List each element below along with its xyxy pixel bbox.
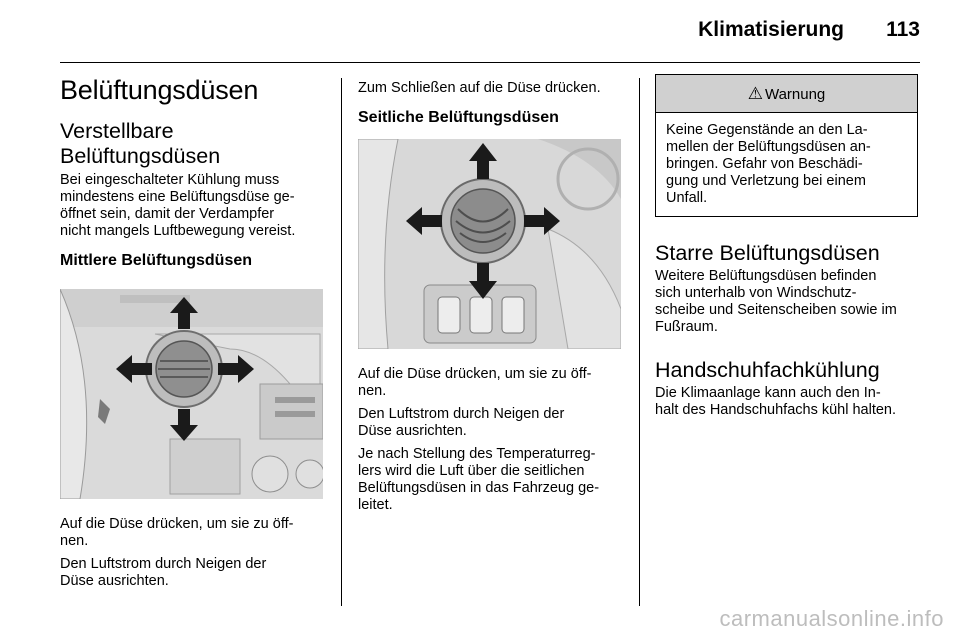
side-vent-illustration	[358, 139, 621, 349]
fixed-vents-text: Weitere Belüftungsdüsen befinden sich unterhalb von Windschutz- scheibe und Seitenscheiben sowie im Fußraum.	[655, 268, 897, 335]
fixed-vents-heading: Starre Belüftungsdüsen	[655, 241, 880, 265]
intro-paragraph: Bei eingeschalteter Kühlung muss mindestens eine Belüftungsdüse ge- öffnet sein, damit der Verdampfer nicht mangels Luftbewegung vereist.	[60, 172, 296, 239]
warning-icon: ⚠	[747, 84, 763, 103]
subsection-title	[60, 119, 326, 169]
close-text: Zum Schließen auf die Düse drücken.	[358, 80, 601, 96]
section-title: Belüftungsdüsen	[60, 75, 259, 105]
center-vent-illustration	[60, 289, 323, 499]
column-divider-2	[639, 78, 640, 606]
column-1	[60, 74, 326, 590]
column-2	[358, 74, 624, 514]
subsection-title-line1: Verstellbare	[60, 119, 174, 143]
center-open-text: Auf die Düse drücken, um sie zu öff- nen.	[60, 516, 294, 549]
column-divider-1	[341, 78, 342, 606]
subsection-title-line2: Belüftungsdüsen	[60, 144, 221, 168]
center-vents-heading: Mittlere Belüftungsdüsen	[60, 252, 253, 269]
side-vents-heading: Seitliche Belüftungsdüsen	[358, 109, 559, 126]
column-3	[655, 74, 921, 419]
side-direct-text: Den Luftstrom durch Neigen der Düse ausrichten.	[358, 406, 565, 439]
page-number: 113	[886, 18, 920, 41]
page-header	[60, 0, 920, 63]
warning-header	[656, 75, 917, 113]
center-direct-text: Den Luftstrom durch Neigen der Düse ausrichten.	[60, 556, 267, 589]
chapter-title: Klimatisierung	[698, 18, 844, 41]
side-temperature-text: Je nach Stellung des Temperaturreg- lers wird die Luft über die seitlichen Belüftungsdüsen in das Fahrzeug ge- leitet.	[358, 446, 600, 513]
warning-box	[655, 74, 918, 217]
glovebox-heading: Handschuhfachkühlung	[655, 358, 880, 382]
warning-text: Keine Gegenstände an den La- mellen der Belüftungsdüsen an- bringen. Gefahr von Beschädi- gung und Verletzung bei einem Unfall.	[666, 122, 871, 206]
watermark: carmanualsonline.info	[719, 606, 944, 631]
side-open-text: Auf die Düse drücken, um sie zu öff- nen.	[358, 366, 592, 399]
glovebox-text: Die Klimaanlage kann auch den In- halt des Handschuhfachs kühl halten.	[655, 385, 897, 418]
warning-label: Warnung	[764, 86, 826, 103]
